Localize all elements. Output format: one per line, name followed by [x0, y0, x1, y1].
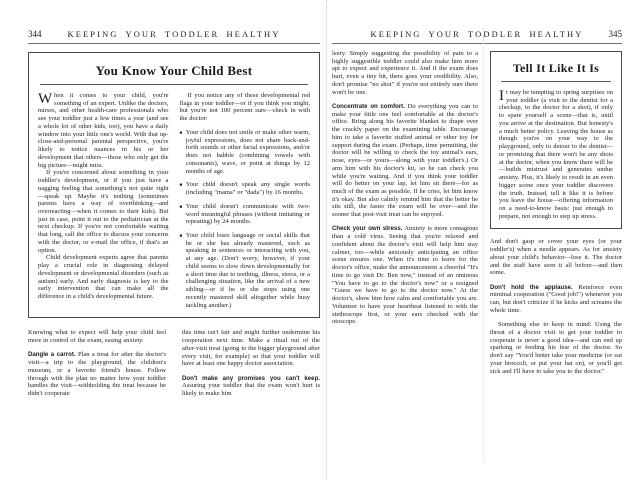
- body-paragraph: Concentrate on comfort. Do everything you can to make your little one feel comfortable at the doctor's office. Bring along his favorite blanket to drape over the crackly paper on the examining table. Encourage him to take a favorite stuffed animal or other toy for support during the exam. (Perhaps, time permitting, the doctor will be willing to check the toy animal's ears, nose, eyes—or yours—along with your toddler's.) Or arm him with his doctor's kit, so he can check you while you're waiting. And if you think your toddler will do better on your lap, let him sit there—for as much of the exam as possible. If he cries, let him know it's okay. But also calmly remind him that the better he sits still, the faster the exam will be over—and the sooner that post-visit treat can be enjoyed.: [332, 102, 478, 219]
- left-page-column-2: [182, 329, 320, 397]
- square-bullet-icon: ■: [179, 129, 183, 135]
- bullet-text: Your child loses language or social skills that he or she has already mastered, such as speaking in sentences or interacting with you, at any age. (Don't worry, however, if your child seems to slow down developmentally for a short time due to teething, illness, stress, or a challenging situation, like the arrival of a new sibling—or if he or she stops using one recently mastered skill altogether while busy tackling another.): [185, 232, 310, 309]
- square-bullet-icon: ■: [179, 203, 183, 209]
- lead-in: Don't make any promises you can't keep.: [182, 374, 320, 382]
- page-fold-divider: [326, 0, 327, 480]
- right-page-column-1: [332, 50, 478, 375]
- body-paragraph: If you're concerned about something in your toddler's development, or if you just have a nagging feeling that something's not quite right—speak up. Maybe it's nothing (sometimes parents have a way of overthinking—and overreacting—when it comes to their kids). But just in case, point it out to the pediatrician at the next checkup. If you're not comfortable waiting that long, call the office to discuss your concerns with the doctor, or e-mail the office, if that's an option.: [38, 169, 169, 254]
- page-345: [332, 0, 622, 480]
- box-title: You Know Your Child Best: [40, 60, 308, 85]
- running-head-left: [28, 29, 320, 44]
- box-tell-it-like-it-is: [490, 51, 622, 229]
- list-item: [180, 181, 311, 196]
- box-column-1: [38, 92, 169, 309]
- body-paragraph: Something else to keep in mind: Using the threat of a doctor visit to get your toddler to cooperate is never a good idea—and can end up sparking or feeding his fear of the doctor. So don't say "You'd better take your medicine (or eat your broccoli, or put your hat on), or you'll get sick and I'll have to take you to the doctor.": [490, 321, 622, 375]
- body-paragraph: this time isn't fair and might further undermine his cooperation next time. Make a ritual out of the after-visit treat (going to the bigger playground after every visit, for example) so that your toddler will have at least one happy doctor association.: [182, 329, 320, 368]
- square-bullet-icon: ■: [179, 233, 183, 239]
- right-page-column-2: [490, 50, 622, 375]
- page-344: [28, 0, 320, 480]
- running-head-right: [332, 29, 622, 44]
- bullet-text: Your child doesn't speak any single words (including "mama" or "dada") by 16 months.: [185, 181, 310, 197]
- body-paragraph: When it comes to your child, you're something of an expert. Unlike the doctors, nurses, and other health-care professionals who see your toddler just a few times a year (and see a whole lot of other kids, too), you have a daily window into your little one's world. With that up-close-and-personal parental perspective, you're likely to notice nuances in his or her development that others—those who only get the big picture—might miss.: [38, 91, 169, 169]
- left-page-column-1: [28, 329, 166, 397]
- bullet-text: Your child doesn't communicate with two-word meaningful phrases (without imitating or repeating) by 24 months.: [185, 202, 310, 226]
- left-page-body-columns: [28, 329, 320, 397]
- body-paragraph: Knowing what to expect will help your child feel more in control of the exam, easing anxiety.: [28, 329, 166, 345]
- body-paragraph: Child development experts agree that parents play a crucial role in diagnosing delayed development or developmental disorders (such as autism) early. And early diagnosis is key to the early intervention that can make all the difference in a child's developmental future.: [38, 254, 169, 301]
- page-number-right: 345: [608, 29, 622, 39]
- body-paragraph: Don't hold the applause. Reinforce even minimal cooperation ("Good job!") whenever you can, but don't criticize if he kicks and screams the whole time.: [490, 283, 622, 314]
- body-paragraph: And don't gasp or cover your eyes (or your toddler's) when a needle appears. As for anxiety about your child's behavior—lose it. The doctor and the staff have seen it all before—and then some.: [490, 238, 622, 277]
- square-bullet-icon: ■: [179, 182, 183, 188]
- right-page-after-box: [490, 238, 622, 375]
- drop-cap: W: [38, 91, 53, 107]
- body-paragraph: If you notice any of these developmental red flags in your toddler—or if you think you might, but you're not 100 percent sure—check in with the doctor:: [179, 92, 310, 123]
- list-item: [180, 203, 311, 226]
- list-item: [180, 232, 311, 309]
- list-item: [180, 129, 311, 175]
- body-paragraph: Check your own stress. Anxiety is more contagious than a cold virus. Seeing that you're relaxed and confident about the doctor's visit will help him stay calmer, too—while anxiously anticipating an office scene ensures one. When it's time to leave for the doctor's office, make the announcement a cheerful "It's time to go visit Dr. Ben now," instead of an ominous "You have to go to the doctor's now" or a resigned "Guess we have to go to the doctor now." At the doctor's, show him how calm and comfortable you are. Volunteer to have your heartbeat listened to with the stethoscope first, or your ears checked with the otoscope.: [332, 225, 478, 326]
- box-column-2: [180, 92, 311, 309]
- lead-in: Concentrate on comfort.: [332, 102, 405, 110]
- column-gutter-divider: [483, 28, 484, 462]
- lead-in: Dangle a carrot.: [28, 351, 76, 359]
- body-paragraph: leery. Simply suggesting the possibility of pain to a highly suggestible toddler could also make him more apt to expect and experience it. And if the exam does hurt, even a tiny bit, there goes your credibility. Also, don't promise "no shot" if you're not entirely sure there won't be one.: [332, 50, 478, 96]
- box-you-know-your-child-best: [28, 52, 320, 318]
- page-number-left: 344: [28, 29, 42, 39]
- lead-in: Check your own stress.: [332, 225, 403, 233]
- running-head-title: KEEPING YOUR TODDLER HEALTHY: [67, 29, 281, 39]
- body-paragraph: It may be tempting to spring surprises on your toddler (a visit to the dentist for a checkup, to the doctor for a shot), if only to spare yourself a scene—that is, until you arrive at the destination. But honesty's a much better policy. Leaving the house as though you're on your way to the playground, only to detour to the dentist—or promising that there won't be any shots at the doctor, when you know there will be—builds mistrust and generates undue anxiety. Plus, it's likely to result in an even bigger scene once your toddler discovers the truth. Instead, tell it like it is before you leave the house—offering information on a need-to-know basis: just enough to prepare, not enough to step up stress.: [499, 88, 613, 220]
- body-paragraph: Don't make any promises you can't keep. Assuring your toddler that the exam won't hurt is likely to make him: [182, 374, 320, 397]
- lead-in: Don't hold the applause.: [490, 283, 573, 291]
- running-head-title: KEEPING YOUR TODDLER HEALTHY: [370, 29, 584, 39]
- body-paragraph: Dangle a carrot. Plan a treat for after the doctor's visit—a trip to the playground, the children's museum, or a favorite friend's house. Follow through with the plan no matter how your toddler handles the visit—withholding the treat because he didn't cooperate: [28, 351, 166, 397]
- box-title: Tell It Like It Is: [501, 58, 611, 82]
- right-page-body-columns: [332, 50, 622, 375]
- drop-cap: I: [499, 88, 504, 104]
- box-columns: [38, 92, 310, 309]
- bullet-text: Your child does not smile or make other warm, joyful expressions, does not share back-and-forth sounds or other facial expressions, and/or does not babble (combining vowels with consonants), wave, or point at things by 12 months of age.: [185, 128, 310, 175]
